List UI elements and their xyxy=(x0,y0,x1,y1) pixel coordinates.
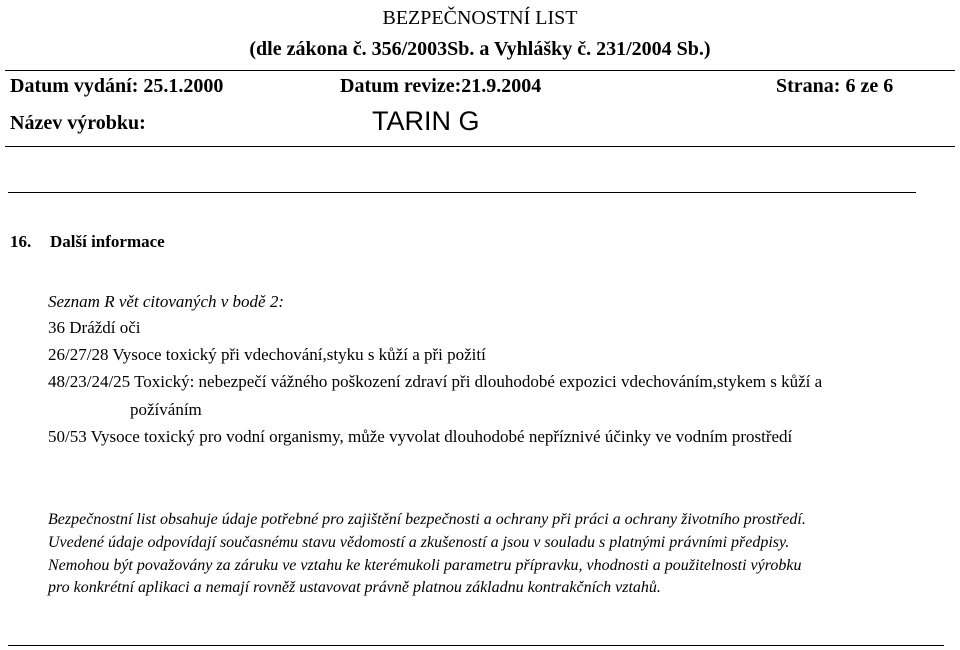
legal-reference: (dle zákona č. 356/2003Sb. a Vyhlášky č. 231/2004 Sb.) xyxy=(249,38,711,60)
header-top-border xyxy=(5,70,955,71)
disclaimer-line: Uvedené údaje odpovídají současnému stavu vědomostí a zkušeností a jsou v souladu s platnými právními předpisy. xyxy=(48,534,790,551)
header-bottom-border xyxy=(5,146,955,147)
disclaimer-line: Bezpečnostní list obsahuje údaje potřebné pro zajištění bezpečnosti a ochrany při práci a ochrany životního prostředí. xyxy=(48,511,806,528)
issue-date: Datum vydání: 25.1.2000 xyxy=(10,75,224,97)
document-title: BEZPEČNOSTNÍ LIST xyxy=(382,7,578,29)
r-phrases-heading: Seznam R vět citovaných v bodě 2: xyxy=(48,292,285,311)
section-heading xyxy=(10,231,165,253)
r-phrase-item: 50/53 Vysoce toxický pro vodní organismy, může vyvolat dlouhodobé nepříznivé účinky ve vodním prostředí xyxy=(48,427,793,446)
header-divider xyxy=(8,192,916,193)
footer-divider xyxy=(8,645,944,646)
revision-date: Datum revize:21.9.2004 xyxy=(340,75,542,97)
r-phrase-item-continuation: požíváním xyxy=(130,400,202,419)
disclaimer-line: pro konkrétní aplikaci a nemají rovněž ustavovat právně platnou základnu kontrakčních vztahů. xyxy=(48,579,661,596)
section-number: 16. xyxy=(10,232,32,251)
r-phrase-item: 36 Dráždí oči xyxy=(48,318,141,337)
r-phrase-item: 26/27/28 Vysoce toxický při vdechování,styku s kůží a při požití xyxy=(48,345,486,364)
disclaimer-line: Nemohou být považovány za záruku ve vztahu ke kterémukoli parametru přípravku, vhodnosti a použitelnosti výrobku xyxy=(48,557,802,574)
product-label: Název výrobku: xyxy=(10,112,146,134)
section-title: Další informace xyxy=(50,232,165,251)
page-number: Strana: 6 ze 6 xyxy=(776,75,894,97)
product-name: TARIN G xyxy=(372,106,480,136)
r-phrase-item: 48/23/24/25 Toxický: nebezpečí vážného poškození zdraví při dlouhodobé expozici vdechováním,stykem s kůží a xyxy=(48,372,823,391)
